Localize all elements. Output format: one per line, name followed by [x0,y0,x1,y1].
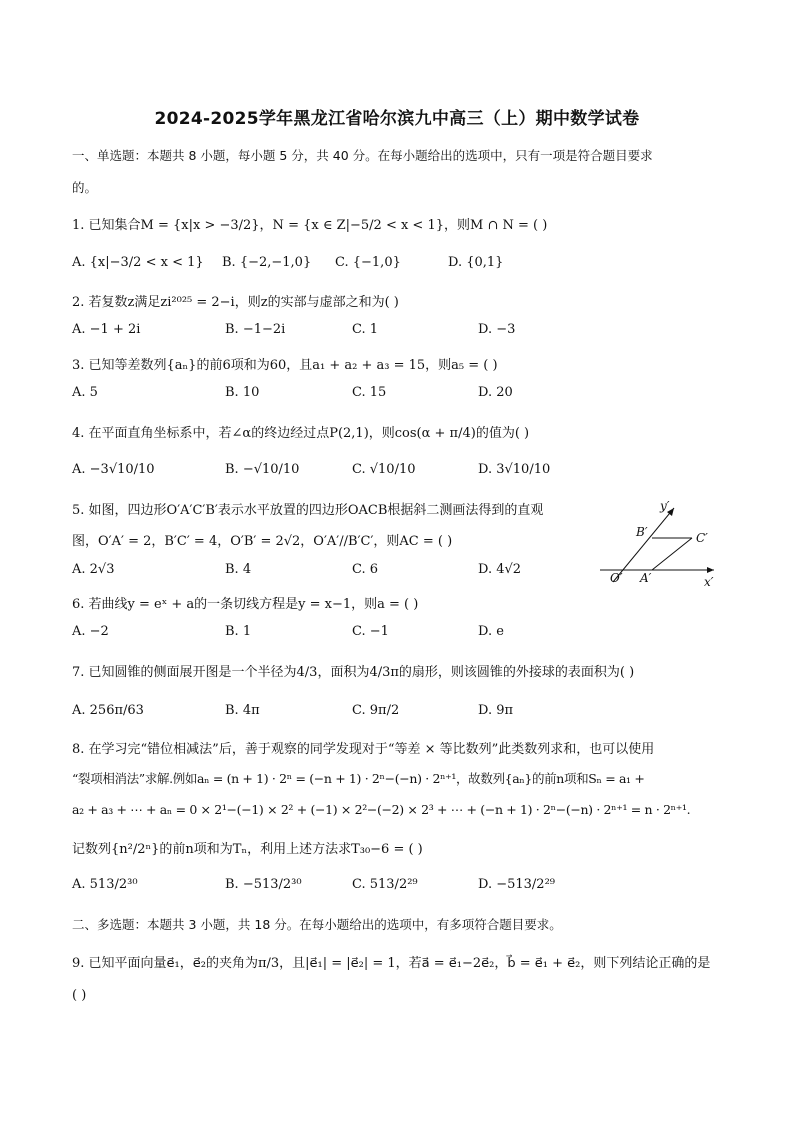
q4-option-c: C. √10/10 [352,462,416,477]
q1-option-d: D. {0,1} [448,255,504,270]
q3-option-c: C. 15 [352,385,387,400]
q1-stem: 1. 已知集合M = {x|x > −3/2}，N = {x ∈ Z|−5/2 < x < 1}，则M ∩ N = ( ) [72,218,548,233]
q2-option-a: A. −1 + 2i [72,322,141,337]
q8-line4: 记数列{n²/2ⁿ}的前n项和为Tₙ，利用上述方法求T₃₀−6 = ( ) [72,842,423,857]
q6-option-c: C. −1 [352,624,389,639]
q5-stem-line2: 图，O′A′ = 2，B′C′ = 4，O′B′ = 2√2，O′A′//B′C′，则AC = ( ) [72,534,453,549]
q4-option-b: B. −√10/10 [225,462,300,477]
q3-stem: 3. 已知等差数列{aₙ}的前6项和为60，且a₁ + a₂ + a₃ = 15，则a₅ = ( ) [72,358,498,373]
q2-stem: 2. 若复数z满足zi²⁰²⁵ = 2−i，则z的实部与虚部之和为( ) [72,295,399,310]
q8-option-b: B. −513/2³⁰ [225,877,302,892]
q8-option-d: D. −513/2²⁹ [478,877,556,892]
q1-option-c: C. {−1,0} [335,255,401,270]
q8-line2: “裂项相消法”求解.例如aₙ = (n + 1) · 2ⁿ = (−n + 1) · 2ⁿ−(−n) · 2ⁿ⁺¹，故数列{aₙ}的前n项和Sₙ = a₁ + [72,771,645,786]
q7-option-c: C. 9π/2 [352,703,400,718]
q5-option-a: A. 2√3 [72,562,115,577]
q7-stem: 7. 已知圆锥的侧面展开图是一个半径为4/3，面积为4/3π的扇形，则该圆锥的外接球的表面积为( ) [72,665,635,680]
q3-option-d: D. 20 [478,385,513,400]
q2-option-d: D. −3 [478,322,516,337]
q9-line1: 9. 已知平面向量e⃗₁，e⃗₂的夹角为π/3，且|e⃗₁| = |e⃗₂| = 1，若a⃗ = e⃗₁−2e⃗₂，b⃗ = e⃗₁ + e⃗₂，则下列结论正确的是 [72,956,711,971]
segment-c-a [652,538,692,570]
label-x-axis: x′ [704,575,714,589]
q7-option-d: D. 9π [478,703,514,718]
q2-option-b: B. −1−2i [225,322,286,337]
q5-option-c: C. 6 [352,562,379,577]
q6-stem: 6. 若曲线y = eˣ + a的一条切线方程是y = x−1，则a = ( ) [72,597,419,612]
q5-figure-svg [596,498,726,590]
q5-figure-oblique-quadrilateral [596,498,726,590]
q6-option-a: A. −2 [72,624,109,639]
q8-option-a: A. 513/2³⁰ [72,877,138,892]
q6-option-b: B. 1 [225,624,252,639]
x-axis-arrow [707,567,714,573]
section1-instructions: 一、单选题：本题共 8 小题，每小题 5 分，共 40 分。在每小题给出的选项中，只有一项是符合题目要求 [72,148,653,163]
label-point-c: C′ [696,531,708,545]
label-point-b: B′ [636,525,648,539]
q4-option-d: D. 3√10/10 [478,462,551,477]
q8-line3: a₂ + a₃ + ⋯ + aₙ = 0 × 2¹−(−1) × 2² + (−1) × 2²−(−2) × 2³ + ⋯ + (−n + 1) · 2ⁿ−(−n) · 2ⁿ⁺¹ = n · 2ⁿ⁺¹. [72,802,691,817]
q9-line2: ( ) [72,988,87,1003]
section1-instructions-cont: 的。 [72,180,98,195]
q1-option-b: B. {−2,−1,0} [222,255,312,270]
q6-option-d: D. e [478,624,504,639]
q7-option-b: B. 4π [225,703,260,718]
label-point-a: A′ [640,571,652,585]
q8-line1: 8. 在学习完“错位相减法”后，善于观察的同学发现对于“等差 × 等比数列”此类数列求和，也可以使用 [72,742,655,757]
q8-option-c: C. 513/2²⁹ [352,877,418,892]
q3-option-b: B. 10 [225,385,260,400]
q4-option-a: A. −3√10/10 [72,462,155,477]
q5-option-b: B. 4 [225,562,252,577]
q1-option-a: A. {x|−3/2 < x < 1} [72,255,204,270]
label-y-axis: y′ [660,499,670,513]
q5-stem-line1: 5. 如图，四边形O′A′C′B′表示水平放置的四边形OACB根据斜二测画法得到的直观 [72,503,544,518]
q2-option-c: C. 1 [352,322,379,337]
label-point-o: O′ [610,571,623,585]
q4-stem: 4. 在平面直角坐标系中，若∠α的终边经过点P(2,1)，则cos(α + π/4)的值为( ) [72,426,530,441]
q5-option-d: D. 4√2 [478,562,522,577]
exam-title: 2024-2025学年黑龙江省哈尔滨九中高三（上）期中数学试卷 [154,109,640,129]
q3-option-a: A. 5 [72,385,98,400]
q7-option-a: A. 256π/63 [72,703,144,718]
section2-instructions: 二、多选题：本题共 3 小题，共 18 分。在每小题给出的选项中，有多项符合题目要求。 [72,917,562,932]
